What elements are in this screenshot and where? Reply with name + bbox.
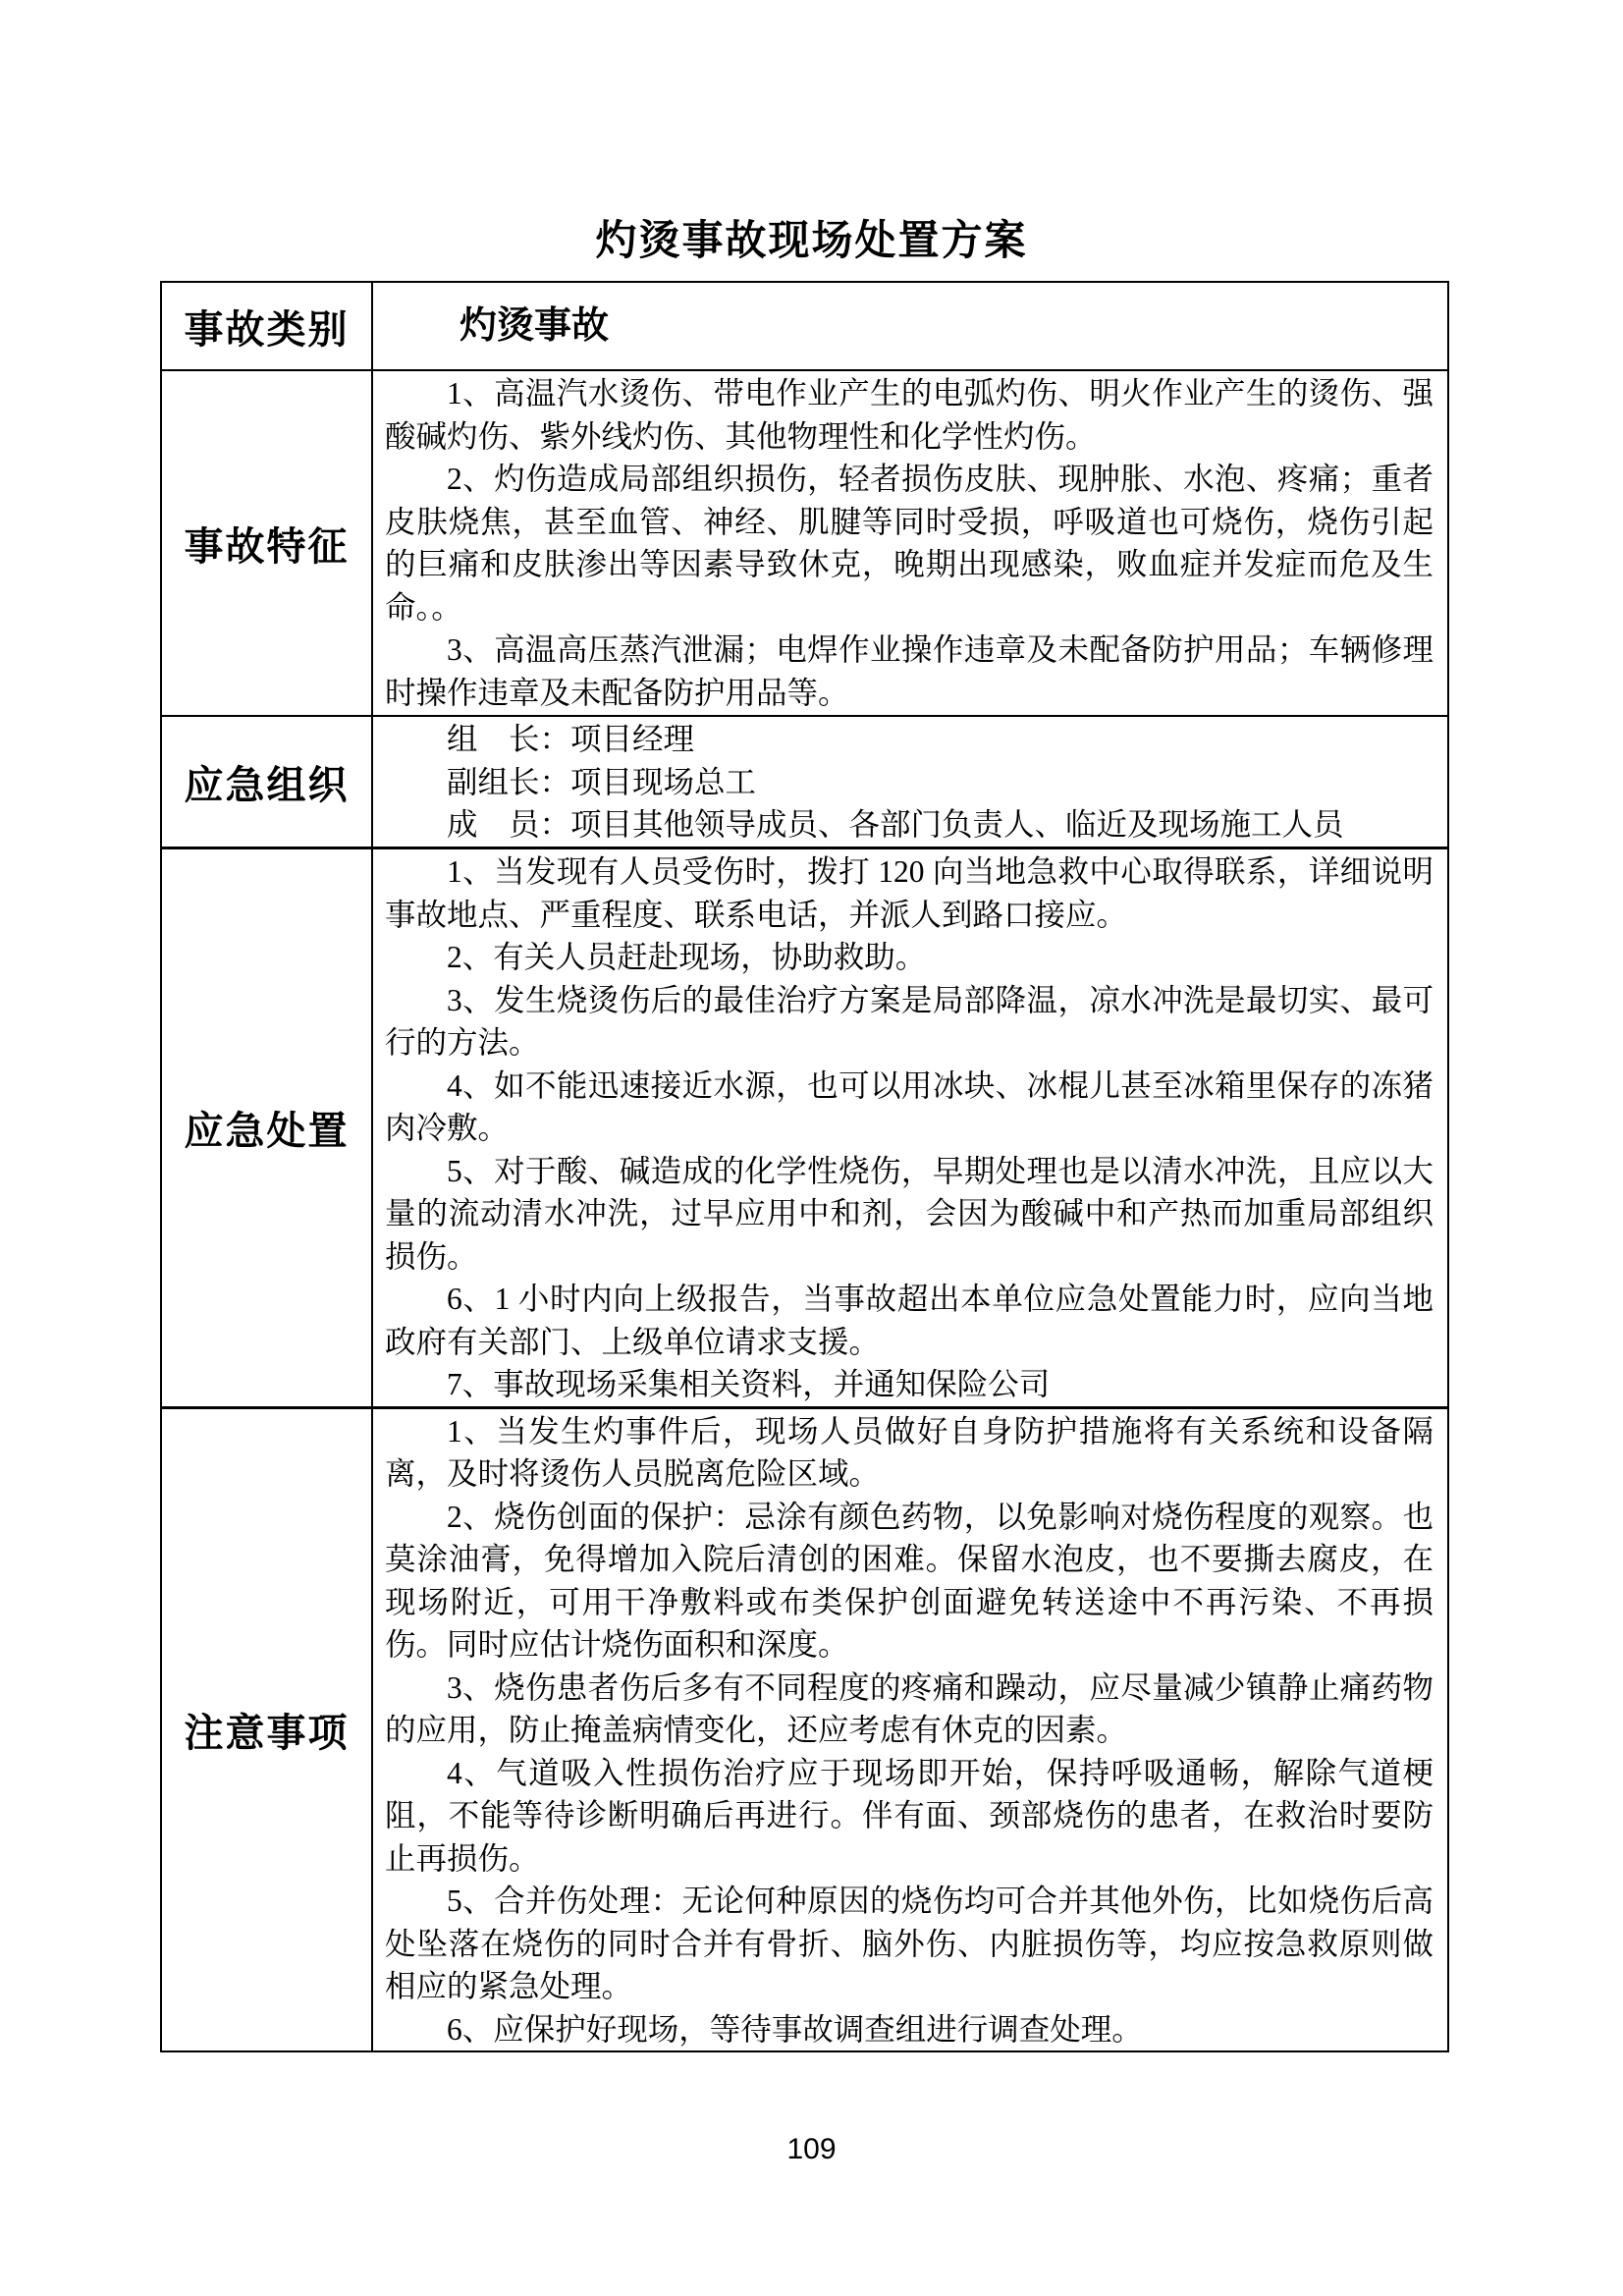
paragraph: 2、烧伤创面的保护：忌涂有颜色药物，以免影响对烧伤程度的观察。也莫涂油膏，免得增加入院后清创的困难。保留水泡皮，也不要撕去腐皮，在现场附近，可用干净敷料或布类保护创面避免转送途中不再污染、不再损伤。同时应估计烧伤面积和深度。 [385, 1499, 1434, 1662]
paragraph: 2、有关人员赶赴现场，协助救助。 [447, 940, 927, 974]
row-content [372, 716, 1448, 848]
table-row [161, 1407, 1448, 2051]
table-row [161, 716, 1448, 848]
paragraph: 3、烧伤患者伤后多有不同程度的疼痛和躁动，应尽量减少镇静止痛药物的应用，防止掩盖病情变化，还应考虑有休克的因素。 [385, 1669, 1434, 1747]
row-label: 应急处置 [161, 848, 372, 1408]
row-content [372, 370, 1448, 716]
paragraph: 1、当发生灼事件后，现场人员做好自身防护措施将有关系统和设备隔离，及时将烫伤人员脱离危险区域。 [385, 1413, 1434, 1491]
paragraph: 4、气道吸入性损伤治疗应于现场即开始，保持呼吸通畅，解除气道梗阻，不能等待诊断明确后再进行。伴有面、颈部烧伤的患者，在救治时要防止再损伤。 [385, 1755, 1434, 1876]
paragraph: 4、如不能迅速接近水源，也可以用冰块、冰棍儿甚至冰箱里保存的冻猪肉冷敷。 [385, 1067, 1434, 1145]
row-label: 应急组织 [161, 716, 372, 848]
paragraph: 组 长：项目经理 [447, 722, 695, 756]
row-label: 注意事项 [161, 1407, 372, 2051]
paragraph: 5、合并伤处理：无论何种原因的烧伤均可合并其他外伤，比如烧伤后高处坠落在烧伤的同时合并有骨折、脑外伤、内脏损伤等，均应按急救原则做相应的紧急处理。 [385, 1884, 1434, 2003]
paragraph: 6、1 小时内向上级报告，当事故超出本单位应急处置能力时，应向当地政府有关部门、上级单位请求支援。 [385, 1282, 1434, 1359]
row-label: 事故特征 [161, 370, 372, 716]
paragraph: 1、高温汽水烫伤、带电作业产生的电弧灼伤、明火作业产生的烫伤、强酸碱灼伤、紫外线灼伤、其他物理性和化学性灼伤。 [385, 376, 1434, 454]
row-label: 事故类别 [161, 282, 372, 370]
row-content [372, 848, 1448, 1408]
page-title: 灼烫事故现场处置方案 [595, 219, 1028, 264]
table-body [161, 282, 1448, 2051]
paragraph: 6、应保护好现场，等待事故调查组进行调查处理。 [447, 2011, 1143, 2047]
paragraph: 2、灼伤造成局部组织损伤，轻者损伤皮肤、现肿胀、水泡、疼痛；重者皮肤烧焦，甚至血管、神经、肌腱等同时受损，呼吸道也可烧伤，烧伤引起的巨痛和皮肤渗出等因素导致休克，晚期出现感染，败血症并发症而危及生命。。 [385, 462, 1434, 625]
table-row [161, 848, 1448, 1408]
paragraph: 3、高温高压蒸汽泄漏；电焊作业操作违章及未配备防护用品；车辆修理时操作违章及未配备防护用品等。 [385, 632, 1434, 710]
paragraph: 灼烫事故 [460, 304, 610, 347]
paragraph: 副组长：项目现场总工 [447, 764, 757, 799]
table-row [161, 282, 1448, 370]
paragraph: 7、事故现场采集相关资料，并通知保险公司 [447, 1367, 1051, 1401]
table-row [161, 370, 1448, 716]
paragraph: 3、发生烧烫伤后的最佳治疗方案是局部降温，凉水冲洗是最切实、最可行的方法。 [385, 982, 1434, 1060]
row-content [372, 1407, 1448, 2051]
disposal-plan-table [160, 281, 1449, 2052]
paragraph: 成 员：项目其他领导成员、各部门负责人、临近及现场施工人员 [447, 807, 1344, 842]
paragraph: 5、对于酸、碱造成的化学性烧伤，早期处理也是以清水冲洗，且应以大量的流动清水冲洗，过早应用中和剂，会因为酸碱中和产热而加重局部组织损伤。 [385, 1153, 1434, 1274]
paragraph: 1、当发现有人员受伤时，拨打 120 向当地急救中心取得联系，详细说明事故地点、严重程度、联系电话，并派人到路口接应。 [385, 854, 1434, 932]
row-content [372, 282, 1448, 370]
page-number: 109 [786, 2133, 837, 2165]
